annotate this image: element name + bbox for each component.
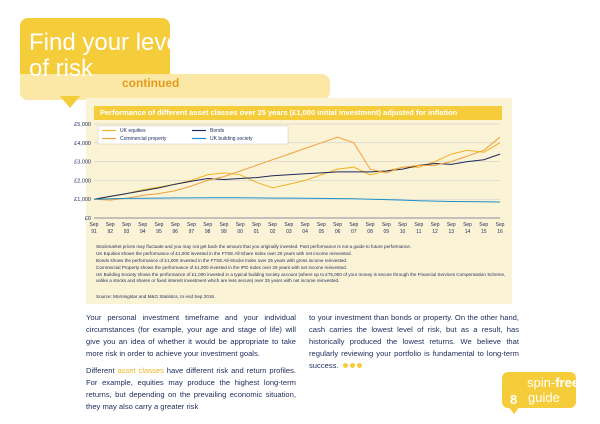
x-tick-month: Sep bbox=[170, 222, 180, 228]
x-tick-year: 96 bbox=[172, 229, 178, 235]
y-tick-label: £0 bbox=[84, 216, 91, 222]
x-tick-year: 13 bbox=[448, 229, 455, 235]
x-tick-month: Sep bbox=[414, 222, 424, 228]
x-tick-year: 93 bbox=[123, 229, 130, 235]
x-tick-month: Sep bbox=[284, 222, 294, 228]
page-number: 8 bbox=[510, 392, 518, 407]
x-tick-year: 94 bbox=[139, 229, 146, 235]
body-left-p2-pre: Different bbox=[86, 366, 118, 375]
note-building-society: UK Building Society shows the performance of £1,000 invested in a typical building society account (where up to £75,000 of your money is secure through the Financial Services Compensation Scheme, unlike a stocks and shares or fixed interest investment which are less secure) over 25 years with net income reinvested. bbox=[96, 272, 506, 283]
x-tick-month: Sep bbox=[300, 222, 310, 228]
x-tick-month: Sep bbox=[349, 222, 359, 228]
brand-guide: guide bbox=[528, 390, 560, 405]
x-tick-year: 00 bbox=[237, 229, 243, 235]
body-right-column bbox=[309, 312, 519, 377]
x-tick-year: 15 bbox=[480, 229, 487, 235]
x-tick-month: Sep bbox=[138, 222, 148, 228]
y-tick-label: £3,000 bbox=[74, 159, 91, 166]
x-tick-month: Sep bbox=[316, 222, 326, 228]
x-tick-month: Sep bbox=[251, 222, 261, 228]
x-tick-year: 16 bbox=[497, 229, 503, 235]
x-tick-year: 07 bbox=[351, 229, 357, 235]
note-disclaimer: Stockmarket prices may fluctuate and you may not get back the amount that you originally invested. Past performance is not a guide to future performance. bbox=[96, 244, 412, 249]
x-tick-month: Sep bbox=[186, 222, 196, 228]
x-tick-year: 09 bbox=[383, 229, 390, 235]
page-title-line1: Find your level bbox=[29, 29, 186, 56]
x-tick-month: Sep bbox=[430, 222, 440, 228]
x-tick-year: 04 bbox=[302, 229, 308, 235]
x-tick-month: Sep bbox=[495, 222, 505, 228]
legend-label: UK building society bbox=[210, 136, 253, 142]
body-right-p1-text: to your investment than bonds or property. On the other hand, cash carries the lowest level of risk, but as a result, has historically produced the lowest returns. We believe that regularly reviewing your portfolio is fundamental to long-term success. bbox=[309, 313, 519, 370]
x-tick-month: Sep bbox=[463, 222, 472, 228]
page-subtitle: continued bbox=[122, 76, 180, 90]
x-tick-month: Sep bbox=[89, 222, 99, 228]
x-tick-month: Sep bbox=[446, 222, 456, 228]
brand-spin: spin- bbox=[527, 375, 556, 390]
series-line-uk-building-society bbox=[94, 198, 500, 202]
x-tick-year: 11 bbox=[416, 229, 422, 235]
x-tick-month: Sep bbox=[333, 222, 343, 228]
page-title-line2: of risk bbox=[29, 55, 94, 82]
x-tick-year: 14 bbox=[464, 229, 471, 235]
x-tick-year: 95 bbox=[156, 229, 162, 235]
body-left-p1: Your personal investment timeframe and your individual circumstances (for example, your age and stage of life) will give you an idea of whether it would be appropriate to take more risk in order to achieve your investment goals. bbox=[86, 313, 296, 358]
x-tick-month: Sep bbox=[105, 222, 115, 228]
chart-source: Source: Morningstar and M&G Statistics, to end Sep 2016. bbox=[96, 294, 216, 299]
chart-notes bbox=[96, 244, 506, 285]
body-left-p2-post: have different risk and return profiles. For example, equities may produce the highest long-term returns, but depending on the prevailing economic situation, they may also carry a greater risk bbox=[86, 366, 297, 411]
x-tick-year: 99 bbox=[221, 229, 227, 235]
x-tick-year: 05 bbox=[318, 229, 325, 235]
body-left-p2 bbox=[86, 365, 296, 413]
x-tick-year: 98 bbox=[204, 229, 211, 235]
x-tick-year: 06 bbox=[334, 229, 341, 235]
x-tick-month: Sep bbox=[365, 222, 375, 228]
y-tick-label: £4,000 bbox=[74, 140, 91, 147]
x-tick-year: 12 bbox=[432, 229, 438, 235]
body-left-column bbox=[86, 312, 296, 418]
chart-lines bbox=[94, 137, 500, 202]
footer-bubble-tail bbox=[508, 406, 520, 414]
x-tick-month: Sep bbox=[479, 222, 489, 228]
x-tick-month: Sep bbox=[219, 222, 229, 228]
legend-label: Bonds bbox=[210, 128, 225, 134]
brand-spin-free bbox=[527, 375, 579, 390]
x-tick-year: 97 bbox=[188, 229, 195, 235]
brand-free: free bbox=[555, 375, 580, 390]
x-tick-year: 08 bbox=[367, 229, 373, 235]
legend-label: Commercial property bbox=[120, 136, 167, 142]
chart-heading: Performance of different asset classes over 25 years (£1,000 initial investment) adjusted for inflation bbox=[94, 106, 502, 120]
x-tick-year: 03 bbox=[286, 229, 292, 235]
ellipsis-dots-icon bbox=[343, 360, 364, 372]
note-uk-equities: UK Equities shows the performance of £1,000 invested in the FTSE All-Share Index over 25 years with net income reinvested. bbox=[96, 251, 352, 256]
note-property: Commercial Property shows the performance of £1,000 invested in the IPD Index over 25 years with net income reinvested. bbox=[96, 265, 347, 270]
x-tick-year: 02 bbox=[269, 229, 276, 235]
y-tick-label: £2,000 bbox=[74, 178, 91, 185]
y-tick-label: £1,000 bbox=[74, 197, 91, 204]
chart-x-ticks bbox=[90, 222, 505, 235]
x-tick-year: 01 bbox=[253, 229, 260, 235]
legend-label: UK equities bbox=[120, 128, 146, 134]
x-tick-month: Sep bbox=[235, 222, 245, 228]
body-right-p1 bbox=[309, 312, 519, 372]
x-tick-year: 92 bbox=[107, 229, 114, 235]
x-tick-month: Sep bbox=[122, 222, 131, 228]
x-tick-month: Sep bbox=[398, 222, 408, 228]
chart-y-ticks bbox=[74, 122, 91, 222]
series-line-bonds bbox=[94, 154, 500, 199]
note-bonds: Bonds shows the performance of £1,000 invested in the FTSE All-Stocks Index over 25 years with gross income reinvested. bbox=[96, 258, 348, 263]
series-line-commercial-property bbox=[94, 137, 500, 200]
y-tick-label: £5,000 bbox=[74, 122, 91, 128]
x-tick-year: 91 bbox=[91, 229, 97, 235]
x-tick-month: Sep bbox=[154, 222, 164, 228]
x-tick-month: Sep bbox=[381, 222, 391, 228]
x-tick-year: 10 bbox=[399, 229, 406, 235]
asset-classes-term: asset classes bbox=[117, 366, 164, 375]
x-tick-month: Sep bbox=[268, 222, 278, 228]
x-tick-month: Sep bbox=[203, 222, 213, 228]
chart-legend bbox=[98, 126, 288, 144]
